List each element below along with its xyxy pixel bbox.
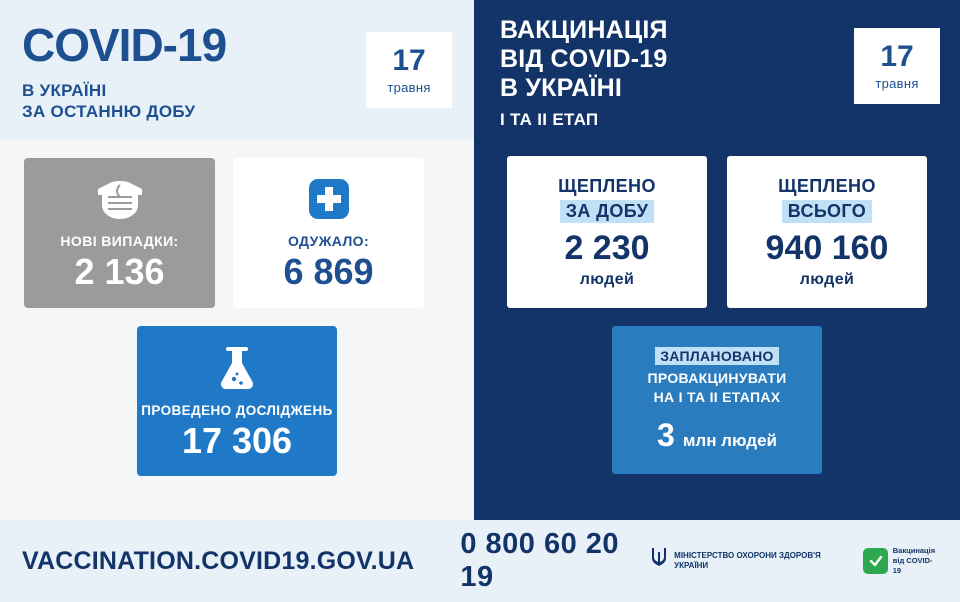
trident-icon — [650, 546, 668, 577]
vaccination-plan-card — [612, 326, 822, 474]
vaccinated-total-value: 940 160 — [765, 228, 889, 267]
covid-stats-panel — [0, 0, 474, 520]
moz-logo — [650, 546, 845, 577]
plan-value: 3 — [657, 416, 675, 453]
check-icon — [863, 548, 887, 574]
vaccinated-per-day-unit: людей — [579, 270, 635, 288]
tests-value: 17 306 — [181, 419, 293, 461]
footer-website[interactable]: VACCINATION.COVID19.GOV.UA — [22, 546, 415, 575]
vaccinated-per-day-card — [507, 156, 707, 308]
footer-logos — [650, 546, 938, 577]
vaccination-stats-panel — [474, 0, 960, 520]
vaccinated-total-label2: ВСЬОГО — [782, 200, 872, 223]
left-subtitle — [22, 80, 226, 123]
vaccination-logo-line2: від COVID-19 — [892, 556, 933, 575]
vaccinated-total-card — [727, 156, 927, 308]
mask-icon — [92, 175, 148, 223]
right-title-block — [500, 16, 668, 130]
recovered-card — [233, 158, 424, 308]
vaccination-cards-row — [498, 156, 936, 308]
left-title-block — [22, 18, 226, 123]
left-date-day: 17 — [392, 43, 426, 77]
left-subtitle-line2: ЗА ОСТАННЮ ДОБУ — [22, 102, 196, 122]
plan-line2: ПРОВАКЦИНУВАТИ — [647, 369, 787, 386]
left-subtitle-line1: В УКРАЇНІ — [22, 81, 107, 100]
plan-line3: НА I ТА II ЕТАПАХ — [653, 388, 781, 405]
vaccination-title — [500, 16, 668, 102]
vaccination-title-line3: В УКРАЇНІ — [500, 73, 623, 102]
vaccination-logo-text — [893, 546, 938, 575]
new-cases-card — [24, 158, 215, 308]
left-date-badge — [366, 32, 452, 108]
tests-card — [137, 326, 337, 476]
recovered-value: 6 869 — [283, 251, 374, 293]
flask-icon — [214, 343, 260, 393]
moz-logo-text: МІНІСТЕРСТВО ОХОРОНИ ЗДОРОВ'Я УКРАЇНИ — [674, 551, 821, 570]
plan-unit: млн людей — [682, 430, 777, 450]
page-title: COVID-19 — [22, 19, 227, 71]
vaccinated-per-day-label2: ЗА ДОБУ — [560, 200, 655, 223]
plan-line1: ЗАПЛАНОВАНО — [655, 347, 779, 365]
vaccination-logo — [863, 546, 938, 575]
new-cases-value: 2 136 — [74, 251, 165, 293]
vaccination-logo-line1: Вакцинація — [892, 546, 936, 556]
right-date-badge — [854, 28, 940, 104]
vaccinated-per-day-value: 2 230 — [564, 228, 650, 267]
left-header — [0, 0, 474, 140]
vaccination-stage: I ТА II ЕТАП — [500, 110, 599, 130]
right-header — [474, 0, 960, 140]
tests-label: ПРОВЕДЕНО ДОСЛІДЖЕНЬ — [141, 402, 333, 418]
left-body — [0, 140, 474, 520]
vaccination-title-line2: ВІД COVID-19 — [500, 44, 668, 73]
right-body — [474, 140, 960, 520]
vaccinated-total-unit: людей — [799, 270, 855, 288]
new-cases-label: НОВІ ВИПАДКИ: — [60, 233, 179, 250]
vaccinated-total-label1: ЩЕПЛЕНО — [778, 175, 876, 196]
medical-cross-icon — [305, 175, 353, 223]
footer — [0, 520, 960, 602]
recovered-label: ОДУЖАЛО: — [287, 233, 370, 250]
plan-value-row — [657, 417, 777, 454]
vaccination-title-line1: ВАКЦИНАЦІЯ — [500, 16, 668, 44]
left-date-month: травня — [387, 79, 431, 95]
left-cards-row — [24, 158, 450, 308]
footer-phone[interactable]: 0 800 60 20 19 — [460, 528, 620, 593]
vaccinated-per-day-label1: ЩЕПЛЕНО — [558, 175, 656, 196]
right-date-day: 17 — [880, 39, 914, 73]
right-date-month: травня — [875, 75, 919, 91]
